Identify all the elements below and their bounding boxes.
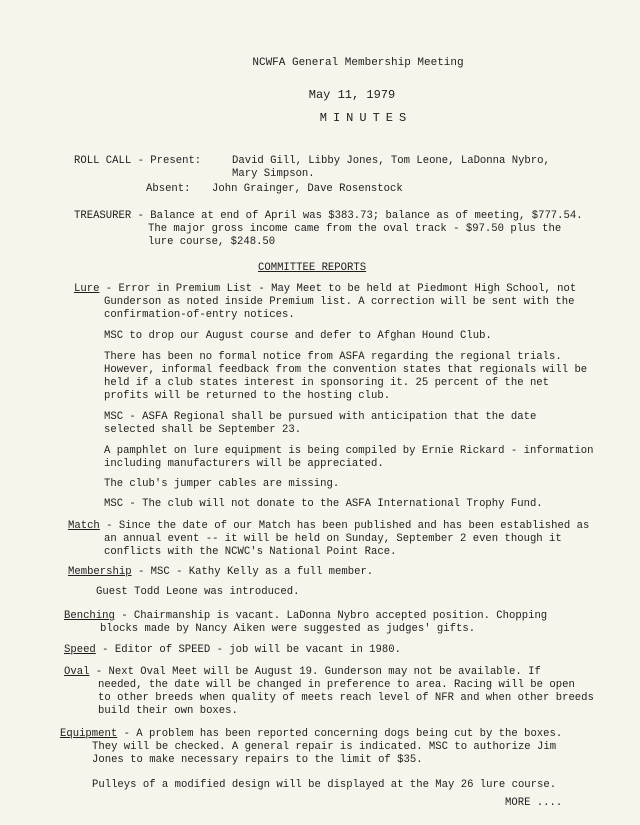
treasurer-line2: The major gross income came from the oval track - $97.50 plus the xyxy=(148,223,562,235)
equipment-line3: Jones to make necessary repairs to the limit of $35. xyxy=(92,754,423,766)
oval-line4: build their own boxes. xyxy=(98,705,238,717)
treasurer-section: TREASURER - Balance at end of April was $383.73; balance as of meeting, $777.54. xyxy=(74,210,583,222)
minutes-heading: MINUTES xyxy=(319,111,413,125)
lure-p1-line3: confirmation-of-entry notices. xyxy=(104,309,295,321)
oval-line3: to other breeds when quality of meets reach level of NFR and when other breeds xyxy=(98,692,594,704)
equipment-section: Equipment - A problem has been reported concerning dogs being cut by the boxes. xyxy=(60,728,563,740)
lure-label: Lure xyxy=(74,283,100,295)
oval-label: Oval xyxy=(64,666,90,678)
document-title: NCWFA General Membership Meeting xyxy=(252,57,464,69)
treasurer-label: TREASURER xyxy=(74,210,132,222)
equipment-line2: They will be checked. A general repair is indicated. MSC to authorize Jim xyxy=(92,741,557,753)
oval-section: Oval - Next Oval Meet will be August 19. Gunderson may not be available. If xyxy=(64,666,541,678)
lure-p2: MSC to drop our August course and defer to Afghan Hound Club. xyxy=(104,330,492,342)
match-line2: an annual event -- it will be held on Sunday, September 2 even though it xyxy=(104,533,562,545)
lure-p4-line2: selected shall be September 23. xyxy=(104,424,302,436)
lure-p3-line2: However, informal feedback from the convention states that regionals will be xyxy=(104,364,588,376)
present-list-line1: David Gill, Libby Jones, Tom Leone, LaDonna Nybro, xyxy=(232,155,550,167)
treasurer-line3: lure course, $248.50 xyxy=(148,236,276,248)
speed-label: Speed xyxy=(64,644,96,656)
committee-reports-heading: COMMITTEE REPORTS xyxy=(258,262,367,274)
oval-line2: needed, the date will be changed in preference to area. Racing will be open xyxy=(98,679,575,691)
benching-section: Benching - Chairmanship is vacant. LaDonna Nybro accepted position. Chopping xyxy=(64,610,548,622)
match-line3: conflicts with the NCWC's National Point Race. xyxy=(104,546,397,558)
benching-label: Benching xyxy=(64,610,115,622)
lure-p5-line2: including manufacturers will be appreciated. xyxy=(104,458,384,470)
lure-p4-line1: MSC - ASFA Regional shall be pursued with anticipation that the date xyxy=(104,411,537,423)
lure-section: Lure - Error in Premium List - May Meet to be held at Piedmont High School, not xyxy=(74,283,577,295)
lure-p7: MSC - The club will not donate to the ASFA International Trophy Fund. xyxy=(104,498,543,510)
present-list-line2: Mary Simpson. xyxy=(232,168,315,180)
speed-section: Speed - Editor of SPEED - job will be vacant in 1980. xyxy=(64,644,401,656)
absent-label: Absent: xyxy=(146,183,191,195)
membership-line2: Guest Todd Leone was introduced. xyxy=(96,586,300,598)
match-section: Match - Since the date of our Match has been published and has been established as xyxy=(68,520,590,532)
more-continuation: MORE .... xyxy=(505,797,563,809)
benching-line2: blocks made by Nancy Aiken were suggested as judges' gifts. xyxy=(100,623,476,635)
lure-p3-line1: There has been no formal notice from ASFA regarding the regional trials. xyxy=(104,351,562,363)
roll-call-label: ROLL CALL - Present: xyxy=(74,155,202,167)
equipment-p2: Pulleys of a modified design will be displayed at the May 26 lure course. xyxy=(92,779,557,791)
match-label: Match xyxy=(68,520,100,532)
lure-p5-line1: A pamphlet on lure equipment is being compiled by Ernie Rickard - information xyxy=(104,445,594,457)
lure-p1-line2: Gunderson as noted inside Premium list. A correction will be sent with the xyxy=(104,296,575,308)
membership-section: Membership - MSC - Kathy Kelly as a full member. xyxy=(68,566,374,578)
lure-p3-line3: held if a club states interest in sponsoring it. 25 percent of the net xyxy=(104,377,550,389)
absent-list: John Grainger, Dave Rosenstock xyxy=(212,183,403,195)
membership-label: Membership xyxy=(68,566,132,578)
meeting-date: May 11, 1979 xyxy=(308,88,396,102)
lure-p3-line4: profits will be returned to the hosting club. xyxy=(104,390,391,402)
equipment-label: Equipment xyxy=(60,728,118,740)
lure-p6: The club's jumper cables are missing. xyxy=(104,478,340,490)
